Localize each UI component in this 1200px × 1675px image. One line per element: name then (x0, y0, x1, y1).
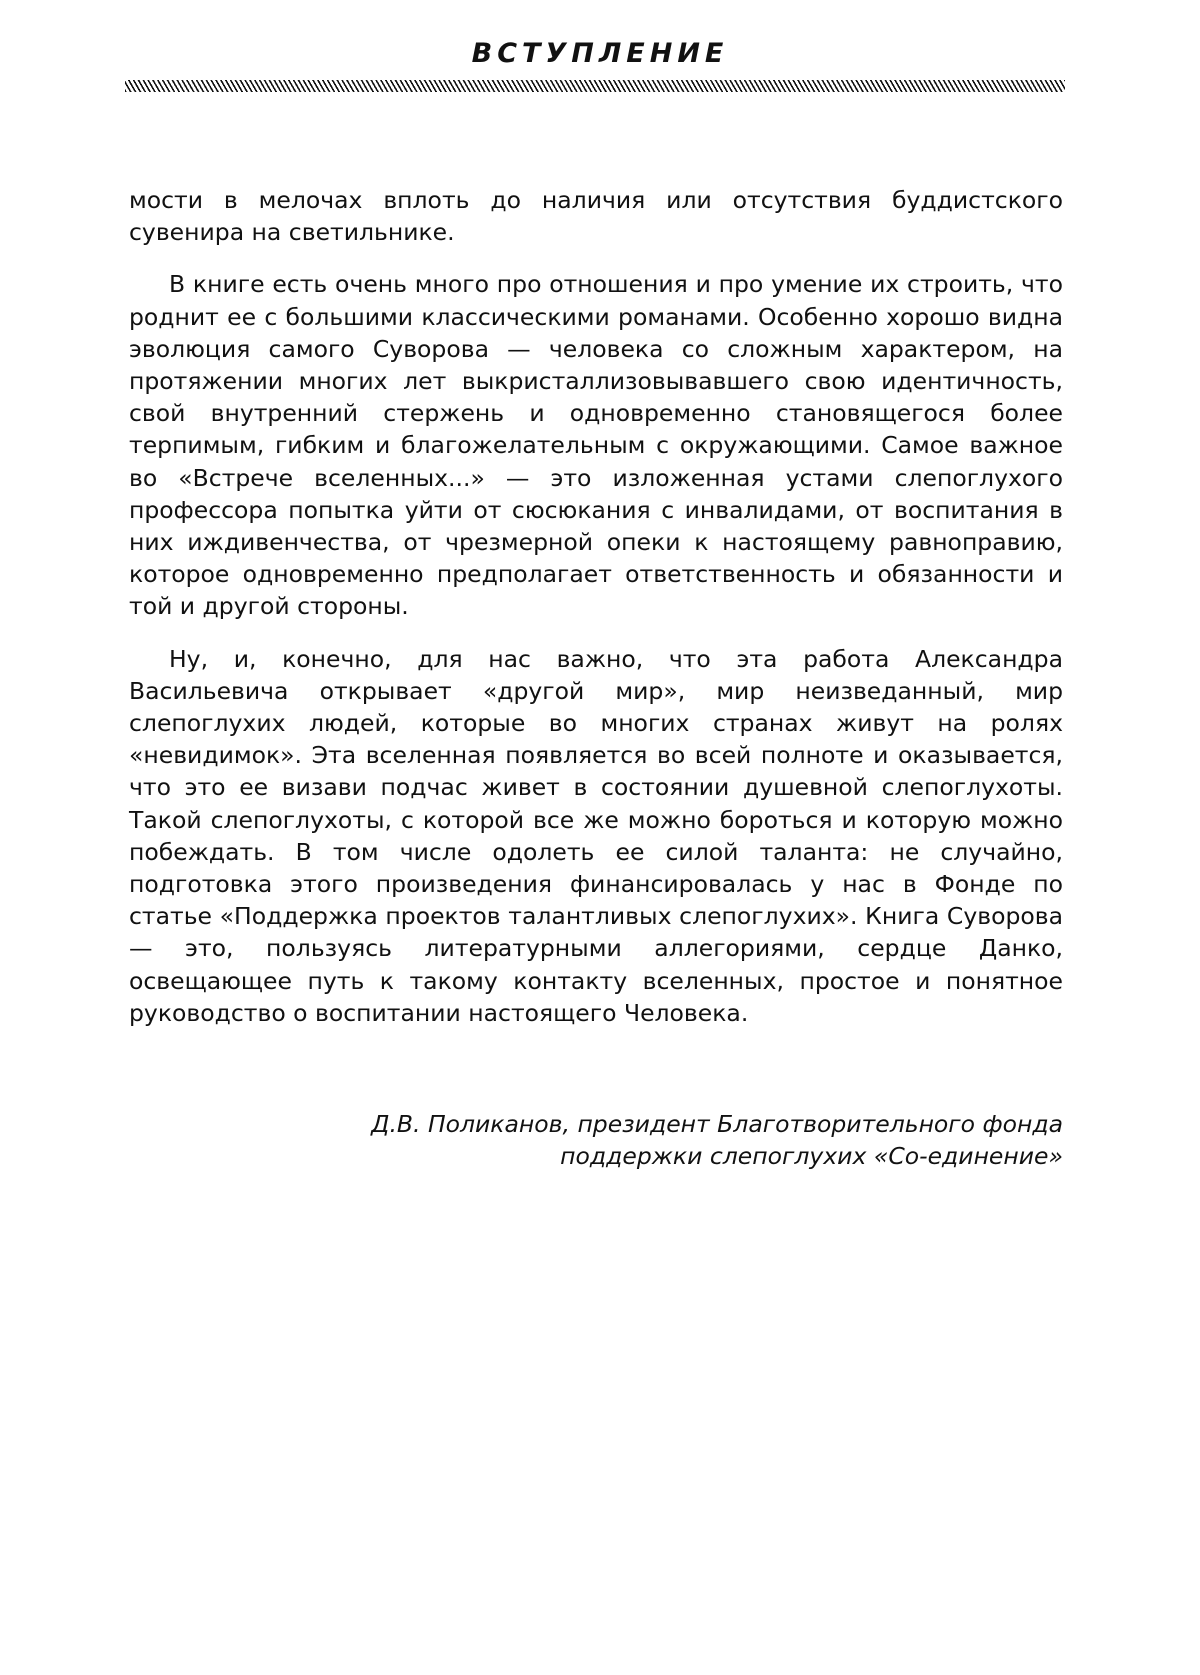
body-text (129, 184, 1063, 1049)
author-signature (129, 1108, 1063, 1172)
signature-line-1: Д.В. Поликанов, президент Благотворительного фонда (371, 1110, 1063, 1138)
paragraph-other-world: Ну, и, конечно, для нас важно, что эта работа Александра Васильевича открывает «другой мир», мир неизведанный, мир слепоглухих людей, которые во многих странах живут на ролях «невидимок». Эта вселенная появляется во всей полноте и оказывается, что это ее визави подчас живет в состоянии душевной слепоглухоты. Такой слепоглухоты, с которой все же можно бороться и которую можно побеждать. В том числе одолеть ее силой таланта: не случайно, подготовка этого произведения финансировалась у нас в Фонде по статье «Поддержка проектов талантливых слепоглухих». Книга Суворова — это, пользуясь литературными аллегориями, сердце Данко, освещающее путь к такому контакту вселенных, простое и понятное руководство о воспитании настоящего Человека. (129, 644, 1063, 1027)
header-hatch-rule (125, 80, 1065, 92)
paragraph-relationships: В книге есть очень много про отношения и про умение их строить, что роднит ее с большими классическими романами. Особенно хорошо видна эволюция самого Суворова — человека со сложным характером, на протяжении многих лет выкристаллизовывавшего свою идентичность, свой внутренний стержень и одновременно становящегося более терпимым, гибким и благожелательным с окружающими. Самое важное во «Встрече вселенных...» — это изложенная устами слепоглухого профессора попытка уйти от сюсюкания с инвалидами, от воспитания в них иждивенчества, от чрезмерной опеки к настоящему равноправию, которое одновременно предполагает ответственность и обязанности и той и другой стороны. (129, 270, 1063, 621)
signature-line-2: поддержки слепоглухих «Со-единение» (560, 1142, 1063, 1170)
paragraph-continuation: мости в мелочах вплоть до наличия или отсутствия буддистского сувенира на светильнике. (129, 186, 1063, 247)
running-title: ВСТУПЛЕНИЕ (471, 38, 729, 69)
